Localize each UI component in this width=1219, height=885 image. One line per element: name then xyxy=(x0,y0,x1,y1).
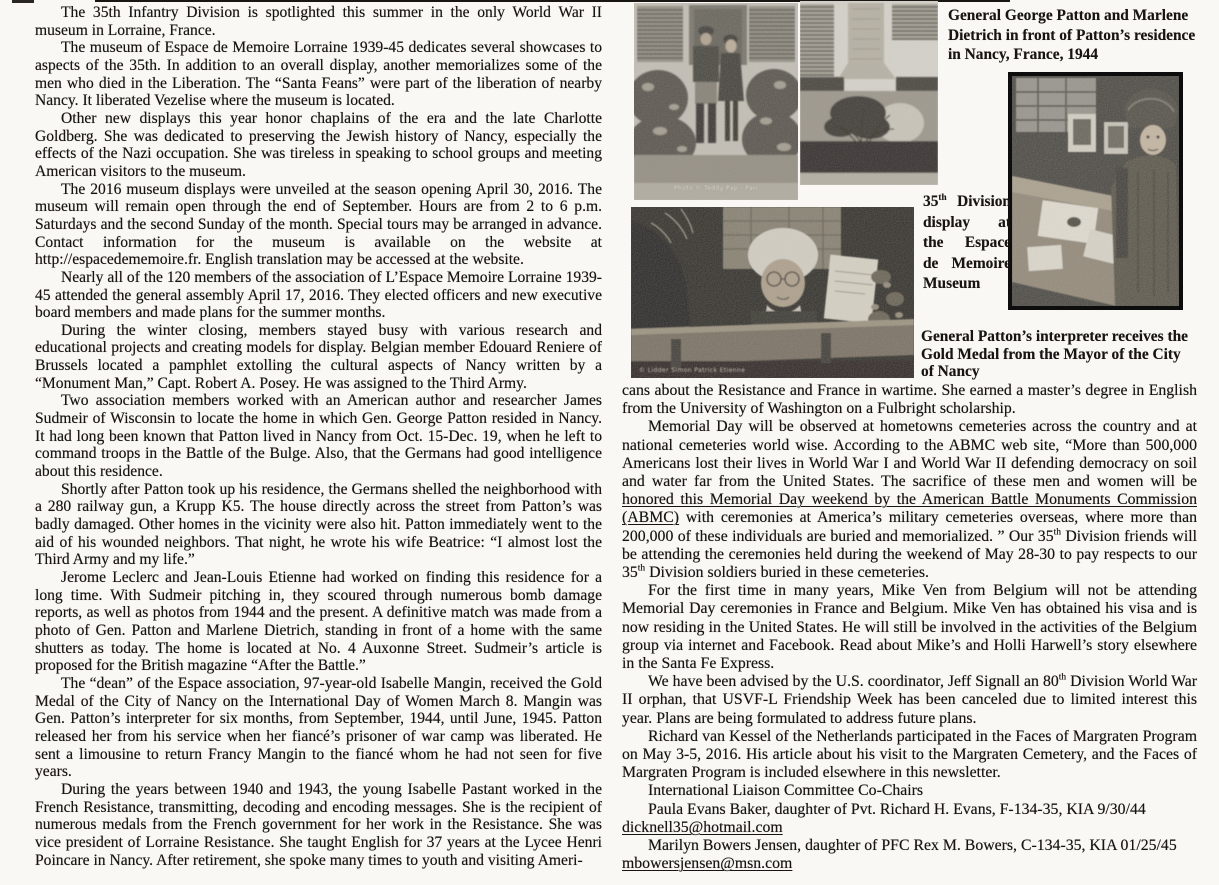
paragraph xyxy=(622,728,1197,783)
text-segment: Nearly all of the 120 members of the association of L’Espace Memoire Lorraine 1939-45 attended the general assembly April 17, 2016. They elected officers and new executive board members and made plans for the summer months. xyxy=(35,268,602,322)
paragraph xyxy=(35,269,602,322)
patton-dietrich-photo-image xyxy=(634,3,798,200)
museum-display-photo-image xyxy=(1012,76,1179,306)
text-segment: th xyxy=(1053,527,1061,538)
photo-residence-today xyxy=(800,1,938,185)
photo-credit: © Lidder Simon Patrick Etienne xyxy=(639,367,746,374)
paragraph xyxy=(35,569,602,675)
paragraph xyxy=(622,782,1197,800)
photo-gold-medal-ceremony xyxy=(631,207,914,378)
caption-division-display xyxy=(923,192,1011,295)
paragraph xyxy=(622,673,1197,728)
paragraph xyxy=(35,392,602,480)
paragraph xyxy=(622,382,1197,418)
text-segment: th xyxy=(938,191,947,202)
text-segment: Jerome Leclerc and Jean-Louis Etienne had worked on finding this residence for a long time. With Sudmeir pitching in, they scoured through numerous bomb damage reports, as well as photos from 1944 and the present. A definitive match was made from a photo of Gen. Patton and Marlene Dietrich, standing in front of a home with the same shutters as today. The home is located at No. 4 Auxonne Street. Sudmeir’s article is proposed for the British magazine “After the Battle.” xyxy=(35,569,602,675)
text-segment: with ceremonies at America’s military cemeteries overseas, where more than 200,000 of these individuals are buried and memorialized. ” Our 35 xyxy=(622,509,1197,545)
text-segment: th xyxy=(637,563,646,574)
photo-credit: Photo © Teddy Pap - Pari xyxy=(674,185,758,192)
text-segment: Division World War II orphan, that USVF-L Friendship Week has been canceled due to limited interest this year. Plans are being formulated to address future plans. xyxy=(622,673,1198,727)
paragraph xyxy=(35,481,602,569)
paragraph xyxy=(35,675,602,781)
text-segment: th xyxy=(1058,672,1067,683)
left-column xyxy=(35,4,602,869)
text-segment: The “dean” of the Espace association, 97-year-old Isabelle Mangin, received the Gold Medal of the City of Nancy on the International Day of Women March 8. Mangin was Gen. Patton’s interpreter for six months, from September, 1944, until June, 1945. Patton released her from his service when her fiancé’s prisoner of war camp was liberated. He sent a limousine to return Francy Mangin to the fiancé whom he had not seen for five years. xyxy=(35,674,602,781)
text-segment: The 35th Infantry Division is spotlighted this summer in the only World War II museum in Lorraine, France. xyxy=(35,4,602,39)
paragraph xyxy=(35,781,602,869)
text-segment: During the winter closing, members stayed busy with various research and educational projects and creating models for display. Belgian member Edouard Reniere of Brussels located a pamphlet extolling the cultural aspects of Nancy written by a “Monument Man,” Capt. Robert A. Posey. He was assigned to the Third Army. xyxy=(35,321,602,392)
paragraph xyxy=(35,39,602,110)
paragraph xyxy=(35,181,602,269)
paragraph xyxy=(622,837,1197,855)
text-segment: During the years between 1940 and 1943, the young Isabelle Pastant worked in the French Resistance, transmitting, decoding and encoding messages. She is the recipient of numerous medals from the French government for her work in the Resistance. She was vice president of Lorraine Resistance. She taught English for 37 years at the Lycee Henri Poincare in Nancy. After retirement, she spoke many times to youth and visiting Ameri- xyxy=(35,780,602,869)
text-segment: General George Patton and Marlene Dietrich in front of Patton’s residence in Nancy, France, 1944 xyxy=(948,7,1196,63)
caption-gold-medal xyxy=(921,328,1189,381)
text-segment: Two association members worked with an American author and researcher James Sudmeir of Wisconsin to locate the home in which Gen. George Patton resided in Nancy. It had long been known that Patton lived in Nancy from Oct. 15-Dec. 19, when he left to command troops in the Battle of the Bulge. Also, that the Germans had good intelligence about this residence. xyxy=(35,392,602,481)
text-segment: Memorial Day will be observed at hometowns cemeteries across the country and at national cemeteries world wise. According to the ABMC web site, “More than 500,000 Americans lost their lives in World War I and World War II defending democracy on soil and water far from the United States. The sacrifice of these men and women will be xyxy=(622,418,1197,491)
scan-edge-mark xyxy=(12,0,34,3)
caption-patton-dietrich xyxy=(948,6,1196,65)
text-segment: Richard van Kessel of the Netherlands participated in the Faces of Margraten Program on May 3-5, 2016. His article about his visit to the Margraten Cemetery, and the Faces of Margraten Program is included elsewhere in this newsletter. xyxy=(622,727,1197,782)
paragraph xyxy=(35,4,602,39)
text-segment: The museum of Espace de Memoire Lorraine 1939-45 dedicates several showcases to aspects of the 35th. In addition to an overall display, another memorializes some of the men who died in the Liberation. The “Santa Feans” were part of the liberation of nearby Nancy. It liberated Vezelise where the museum is located. xyxy=(35,39,602,110)
gold-medal-photo-image xyxy=(631,207,914,378)
text-segment: Marilyn Bowers Jensen, daughter of PFC Rex M. Bowers, C-134-35, KIA 01/25/45 xyxy=(648,837,1177,855)
paragraph xyxy=(35,322,602,393)
text-segment: Paula Evans Baker, daughter of Pvt. Richard H. Evans, F-134-35, KIA 9/30/44 xyxy=(648,800,1146,818)
text-segment: 35 xyxy=(923,193,939,210)
underlined-text: mbowersjensen@msn.com xyxy=(622,855,793,873)
paragraph xyxy=(622,801,1197,819)
text-segment: Division soldiers buried in these cemeteries. xyxy=(645,564,930,582)
residence-today-photo-image xyxy=(800,1,938,185)
text-segment: International Liaison Committee Co-Chairs xyxy=(648,782,924,800)
text-segment: Division display at the Espace de Memoire Museum xyxy=(923,193,1011,292)
text-segment: Shortly after Patton took up his residence, the Germans shelled the neighborhood with a 280 railway gun, a Krupp K5. The house directly across the street from Patton’s was badly damaged. Other homes in the vicinity were also hit. Patton immediately went to the aid of his wounded neighbors. That night, he wrote his wife Beatrice: “I almost lost the Third Army and my life.” xyxy=(35,480,602,569)
paragraph xyxy=(622,819,1197,837)
text-segment: We have been advised by the U.S. coordinator, Jeff Signall an 80 xyxy=(648,673,1059,691)
paragraph xyxy=(622,418,1197,582)
paragraph xyxy=(622,855,1197,873)
photo-museum-display xyxy=(1008,72,1183,310)
paragraph xyxy=(622,582,1197,673)
text-segment: General Patton’s interpreter receives the Gold Medal from the Mayor of the City of Nancy xyxy=(921,328,1188,380)
text-segment: Division friends will be attending the ceremonies held during the weekend of May 28-30 to pay respects to our 35 xyxy=(622,527,1197,582)
underlined-text: honored this Memorial Day weekend by the American Battle Monuments Commission (ABMC) xyxy=(622,491,1197,527)
text-segment: For the first time in many years, Mike Ven from Belgium will not be attending Memorial Day ceremonies in France and Belgium. Mike Ven has obtained his visa and is now residing in the United States. He will still be involved in the activities of the Belgium group via internet and Facebook. Read about Mike’s and Holli Harwell’s story elsewhere in the Santa Fe Express. xyxy=(622,582,1197,673)
text-segment: cans about the Resistance and France in wartime. She earned a master’s degree in English from the University of Washington on a Fulbright scholarship. xyxy=(622,382,1197,418)
text-segment: The 2016 museum displays were unveiled at the season opening April 30, 2016. The museum will remain open through the end of September. Hours are from 2 to 6 p.m. Saturdays and the second Sunday of the month. Special tours may be arranged in advance. Contact information for the museum is available on the website at http://espacedememoire.fr. English translation may be accessed at the website. xyxy=(35,180,602,269)
text-segment: Other new displays this year honor chaplains of the era and the late Charlotte Goldberg. She was dedicated to preserving the Jewish history of Nancy, especially the effects of the Nazi occupation. She was tireless in speaking to school groups and meeting American visitors to the museum. xyxy=(35,109,602,180)
right-column xyxy=(622,382,1197,873)
underlined-text: dicknell35@hotmail.com xyxy=(622,818,783,836)
paragraph xyxy=(35,110,602,181)
photo-patton-dietrich xyxy=(634,3,798,200)
